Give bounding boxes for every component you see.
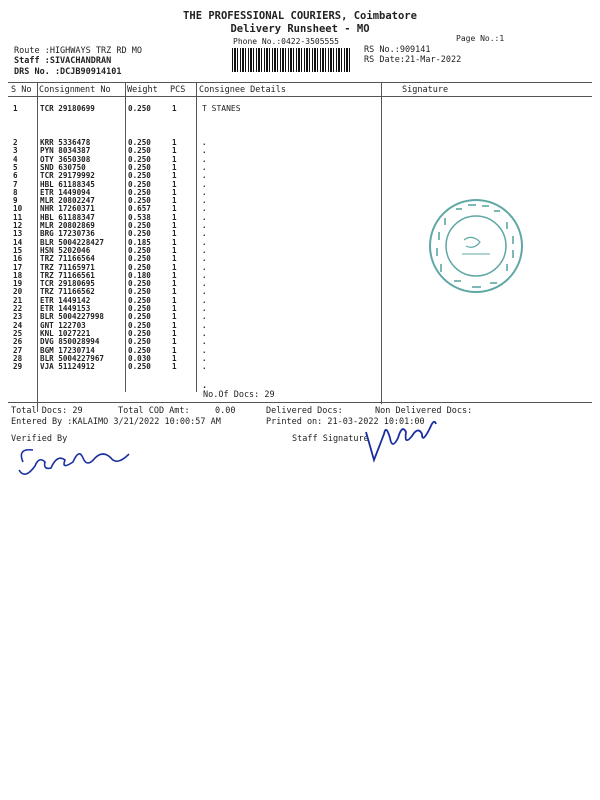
row-sno: 5 <box>13 162 18 172</box>
row-weight: 0.250 <box>128 337 151 347</box>
col-weight: Weight <box>127 85 158 95</box>
row-consignment: BGM 17230714 <box>40 345 95 355</box>
row-consignment: TCR 29179992 <box>40 171 95 181</box>
row-pcs: 1 <box>172 154 177 164</box>
row-weight: 0.180 <box>128 270 151 280</box>
document-title: Delivery Runsheet - MO <box>230 23 370 35</box>
row-consignee: . <box>202 212 207 222</box>
row-weight: 0.250 <box>128 187 151 197</box>
delivered-docs: Delivered Docs: <box>266 406 343 416</box>
row-pcs: 1 <box>172 104 177 113</box>
row-consignee: . <box>202 221 207 230</box>
row-pcs: 1 <box>172 138 177 147</box>
row-consignee: . <box>202 154 207 164</box>
row-weight: 0.250 <box>128 162 151 172</box>
row-consignee: T STANES <box>202 104 241 113</box>
row-weight: 0.250 <box>128 312 151 322</box>
total-docs: Total Docs: 29 <box>11 406 83 416</box>
row-pcs: 1 <box>172 337 177 347</box>
row-consignee: . <box>202 196 207 206</box>
row-sno: 12 <box>13 221 23 230</box>
row-consignment: OTY 3650308 <box>40 154 91 164</box>
barcode-icon <box>232 48 352 72</box>
row-pcs: 1 <box>172 212 177 222</box>
row-consignment: TCR 29180699 <box>40 104 95 113</box>
row-weight: 0.250 <box>128 279 151 289</box>
row-pcs: 1 <box>172 312 177 322</box>
row-pcs: 1 <box>172 146 177 156</box>
row-consignment: BRG 17230736 <box>40 229 95 239</box>
row-weight: 0.250 <box>128 245 151 255</box>
row-consignee: . <box>202 362 207 372</box>
row-pcs: 1 <box>172 345 177 355</box>
row-sno: 19 <box>13 279 23 289</box>
row-pcs: 1 <box>172 279 177 289</box>
phone-number: Phone No.:0422-3505555 <box>233 37 339 46</box>
row-consignment: TRZ 71166562 <box>40 287 95 297</box>
col-consignee: Consignee Details <box>199 85 286 95</box>
row-consignee: . <box>202 245 207 255</box>
row-sno: 17 <box>13 262 23 272</box>
row-consignee: . <box>202 187 207 197</box>
row-pcs: 1 <box>172 237 177 247</box>
row-sno: 16 <box>13 254 23 264</box>
row-consignment: VJA 51124912 <box>40 362 95 372</box>
row-consignment: KRR 5336478 <box>40 138 91 147</box>
row-consignment: ETR 1449153 <box>40 304 91 313</box>
row-consignment: MLR 20802869 <box>40 221 95 230</box>
row-weight: 0.030 <box>128 353 151 363</box>
row-pcs: 1 <box>172 162 177 172</box>
row-consignment: TRZ 71165971 <box>40 262 95 272</box>
row-sno: 8 <box>13 187 18 197</box>
row-weight: 0.538 <box>128 212 151 222</box>
row-weight: 0.250 <box>128 196 151 206</box>
route-label: Route :HIGHWAYS TRZ RD MO <box>14 46 142 56</box>
row-sno: 6 <box>13 171 18 181</box>
row-sno: 7 <box>13 179 18 189</box>
col-pcs: PCS <box>170 85 186 95</box>
row-pcs: 1 <box>172 304 177 313</box>
row-consignment: DVG 850028994 <box>40 337 100 347</box>
row-weight: 0.250 <box>128 146 151 156</box>
row-consignment: BLR 5004227998 <box>40 312 105 322</box>
row-pcs: 1 <box>172 245 177 255</box>
row-sno: 3 <box>13 146 18 156</box>
row-consignee: . <box>202 304 207 313</box>
row-weight: 0.250 <box>128 138 151 147</box>
table-row <box>0 104 600 113</box>
row-consignee: . <box>202 287 207 297</box>
row-sno: 14 <box>13 237 23 247</box>
row-consignment: GNT 122703 <box>40 320 86 330</box>
row-sno: 26 <box>13 337 23 347</box>
table-bottom-rule <box>8 402 592 403</box>
row-pcs: 1 <box>172 353 177 363</box>
row-consignment: SND 630750 <box>40 162 86 172</box>
trailing-dot: . <box>202 381 208 391</box>
row-sno: 25 <box>13 328 23 338</box>
row-sno: 20 <box>13 287 23 297</box>
row-sno: 11 <box>13 212 23 222</box>
printed-on: Printed on: 21-03-2022 10:01:00 <box>266 417 425 427</box>
row-weight: 0.250 <box>128 221 151 230</box>
total-cod-value: 0.00 <box>215 406 236 416</box>
row-sno: 2 <box>13 138 18 147</box>
entered-by: Entered By :KALAIMO 3/21/2022 10:00:57 AM <box>11 417 221 427</box>
row-sno: 9 <box>13 196 18 206</box>
page-number: Page No.:1 <box>456 34 505 43</box>
row-consignee: . <box>202 279 207 289</box>
row-weight: 0.250 <box>128 304 151 313</box>
row-consignment: HBL 61188347 <box>40 212 95 222</box>
row-consignee: . <box>202 312 207 322</box>
row-sno: 1 <box>13 104 18 113</box>
row-consignee: . <box>202 179 207 189</box>
row-pcs: 1 <box>172 262 177 272</box>
row-weight: 0.250 <box>128 104 151 113</box>
row-weight: 0.250 <box>128 320 151 330</box>
rs-number: RS No.:909141 <box>364 45 431 55</box>
row-weight: 0.250 <box>128 254 151 264</box>
col-signature: Signature <box>402 85 449 95</box>
row-pcs: 1 <box>172 254 177 264</box>
row-pcs: 1 <box>172 362 177 372</box>
row-sno: 27 <box>13 345 23 355</box>
row-weight: 0.250 <box>128 229 151 239</box>
row-consignee: . <box>202 337 207 347</box>
row-consignment: MLR 20802247 <box>40 196 95 206</box>
row-consignee: . <box>202 162 207 172</box>
row-consignment: BLR 5004227967 <box>40 353 105 363</box>
row-consignee: . <box>202 138 207 147</box>
staff-label: Staff :SIVACHANDRAN <box>14 56 112 66</box>
drs-number: DRS No. :DCJB90914101 <box>14 67 122 77</box>
row-consignment: NHR 17260371 <box>40 204 95 214</box>
row-pcs: 1 <box>172 270 177 280</box>
row-consignee: . <box>202 262 207 272</box>
rs-date: RS Date:21-Mar-2022 <box>364 55 462 65</box>
row-sno: 28 <box>13 353 23 363</box>
row-sno: 18 <box>13 270 23 280</box>
col-sno: S No <box>11 85 32 95</box>
row-consignee: . <box>202 237 207 247</box>
table-top-rule <box>8 82 592 83</box>
row-consignee: . <box>202 295 207 305</box>
row-sno: 29 <box>13 362 23 372</box>
row-consignee: . <box>202 345 207 355</box>
staff-signature-icon <box>360 420 440 470</box>
row-sno: 15 <box>13 245 23 255</box>
row-weight: 0.250 <box>128 154 151 164</box>
no-of-docs: No.Of Docs: 29 <box>203 390 275 400</box>
row-consignment: HSN 5202046 <box>40 245 91 255</box>
row-consignment: KNL 1027221 <box>40 328 91 338</box>
row-consignee: . <box>202 171 207 181</box>
row-consignment: HBL 61188345 <box>40 179 95 189</box>
row-consignment: TCR 29180695 <box>40 279 95 289</box>
row-sno: 21 <box>13 295 23 305</box>
verifier-signature-icon <box>15 440 155 480</box>
row-pcs: 1 <box>172 196 177 206</box>
row-consignee: . <box>202 254 207 264</box>
row-sno: 10 <box>13 204 23 214</box>
staff-signature-label: Staff Signature <box>292 434 369 444</box>
row-consignee: . <box>202 353 207 363</box>
row-sno: 24 <box>13 320 23 330</box>
row-pcs: 1 <box>172 171 177 181</box>
row-weight: 0.250 <box>128 295 151 305</box>
row-weight: 0.185 <box>128 237 151 247</box>
row-weight: 0.250 <box>128 328 151 338</box>
row-consignee: . <box>202 270 207 280</box>
row-weight: 0.250 <box>128 345 151 355</box>
row-consignment: PYN 8034387 <box>40 146 91 156</box>
row-pcs: 1 <box>172 204 177 214</box>
table-header-rule <box>8 96 592 97</box>
company-stamp-icon <box>426 196 526 296</box>
col-consignment: Consignment No <box>39 85 111 95</box>
row-weight: 0.250 <box>128 262 151 272</box>
row-consignment: BLR 5004228427 <box>40 237 105 247</box>
row-consignee: . <box>202 320 207 330</box>
table-row <box>0 362 600 371</box>
row-consignment: TRZ 71166561 <box>40 270 95 280</box>
row-pcs: 1 <box>172 328 177 338</box>
row-weight: 0.250 <box>128 171 151 181</box>
row-consignee: . <box>202 146 207 156</box>
row-pcs: 1 <box>172 287 177 297</box>
row-pcs: 1 <box>172 229 177 239</box>
row-pcs: 1 <box>172 179 177 189</box>
total-cod-label: Total COD Amt: <box>118 406 190 416</box>
row-consignee: . <box>202 204 207 214</box>
row-consignment: ETR 1449094 <box>40 187 91 197</box>
row-pcs: 1 <box>172 295 177 305</box>
row-pcs: 1 <box>172 187 177 197</box>
row-weight: 0.657 <box>128 204 151 214</box>
row-weight: 0.250 <box>128 287 151 297</box>
row-sno: 23 <box>13 312 23 322</box>
row-consignment: TRZ 71166564 <box>40 254 95 264</box>
row-consignee: . <box>202 229 207 239</box>
row-weight: 0.250 <box>128 362 151 372</box>
row-consignee: . <box>202 328 207 338</box>
row-weight: 0.250 <box>128 179 151 189</box>
company-title: THE PROFESSIONAL COURIERS, Coimbatore <box>183 10 417 22</box>
row-sno: 13 <box>13 229 23 239</box>
verified-by-label: Verified By <box>11 434 68 444</box>
non-delivered-docs: Non Delivered Docs: <box>375 406 473 416</box>
row-pcs: 1 <box>172 320 177 330</box>
row-sno: 22 <box>13 304 23 313</box>
row-sno: 4 <box>13 154 18 164</box>
row-consignment: ETR 1449142 <box>40 295 91 305</box>
row-pcs: 1 <box>172 221 177 230</box>
